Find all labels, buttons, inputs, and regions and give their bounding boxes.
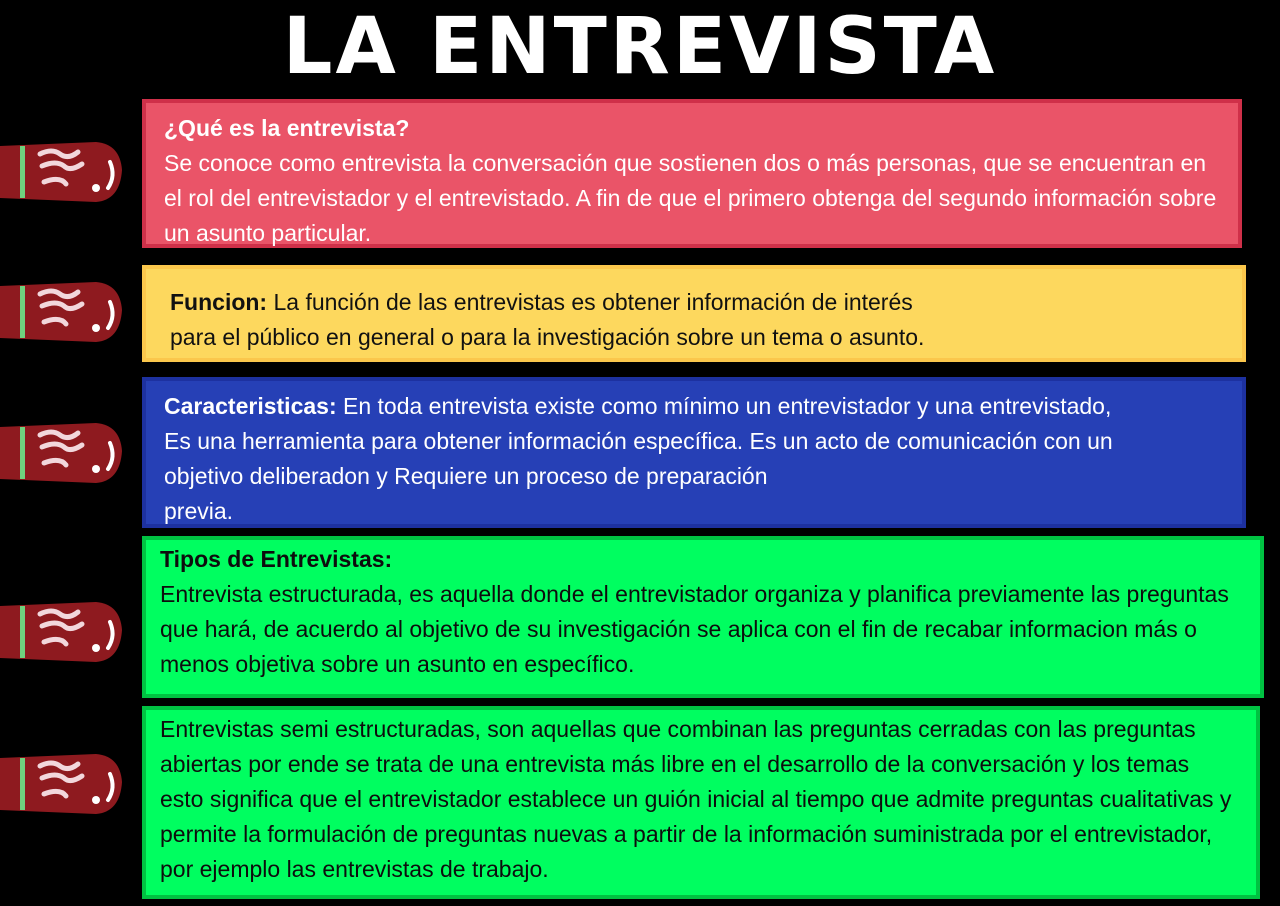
- section-text: Se conoce como entrevista la conversación que sostienen dos o más personas, que se encuentran en el rol del entrevistador y el entrevistado. A fin de que el primero obtenga del segundo información sobre un asunto particular.: [164, 150, 1217, 246]
- section-caracteristicas: [142, 377, 1246, 528]
- paint-marker-icon: [0, 752, 122, 816]
- section-text-line: En toda entrevista existe como mínimo un entrevistador y una entrevistado,: [343, 393, 1112, 419]
- section-text-line: objetivo deliberadon y Requiere un proceso de preparación: [164, 463, 768, 489]
- section-heading: Funcion:: [170, 289, 268, 315]
- section-heading: ¿Qué es la entrevista?: [164, 115, 410, 141]
- paint-marker-icon: [0, 280, 122, 344]
- section-funcion: [142, 265, 1246, 362]
- section-tipos: [142, 536, 1264, 698]
- section-text-line: previa.: [164, 498, 234, 524]
- section-text-line: Es una herramienta para obtener información específica. Es un acto de comunicación con un: [164, 428, 1113, 454]
- paint-marker-icon: [0, 421, 122, 485]
- section-heading: Caracteristicas:: [164, 393, 337, 419]
- page-title: LA ENTREVISTA: [282, 2, 998, 92]
- section-text: Entrevistas semi estructuradas, son aquellas que combinan las preguntas cerradas con las preguntas abiertas por ende se trata de una entrevista más libre en el desarrollo de la conversación y los temas esto significa que el entrevistador establece un guión inicial al tiempo que admite preguntas cualitativas y permite la formulación de preguntas nuevas a partir de la información suministrada por el entrevistador, por ejemplo las entrevistas de trabajo.: [160, 716, 1232, 882]
- section-heading: Tipos de Entrevistas:: [160, 546, 393, 572]
- paint-marker-icon: [0, 600, 122, 664]
- section-que-es: [142, 99, 1242, 248]
- section-semi-estructuradas: [142, 706, 1260, 899]
- section-text: Entrevista estructurada, es aquella donde el entrevistador organiza y planifica previamente las preguntas que hará, de acuerdo al objetivo de su investigación se aplica con el fin de recabar informacion más o menos objetiva sobre un asunto en específico.: [160, 581, 1229, 677]
- section-text-line: La función de las entrevistas es obtener información de interés: [273, 289, 913, 315]
- paint-marker-icon: [0, 140, 122, 204]
- section-text-line: para el público en general o para la investigación sobre un tema o asunto.: [170, 324, 925, 350]
